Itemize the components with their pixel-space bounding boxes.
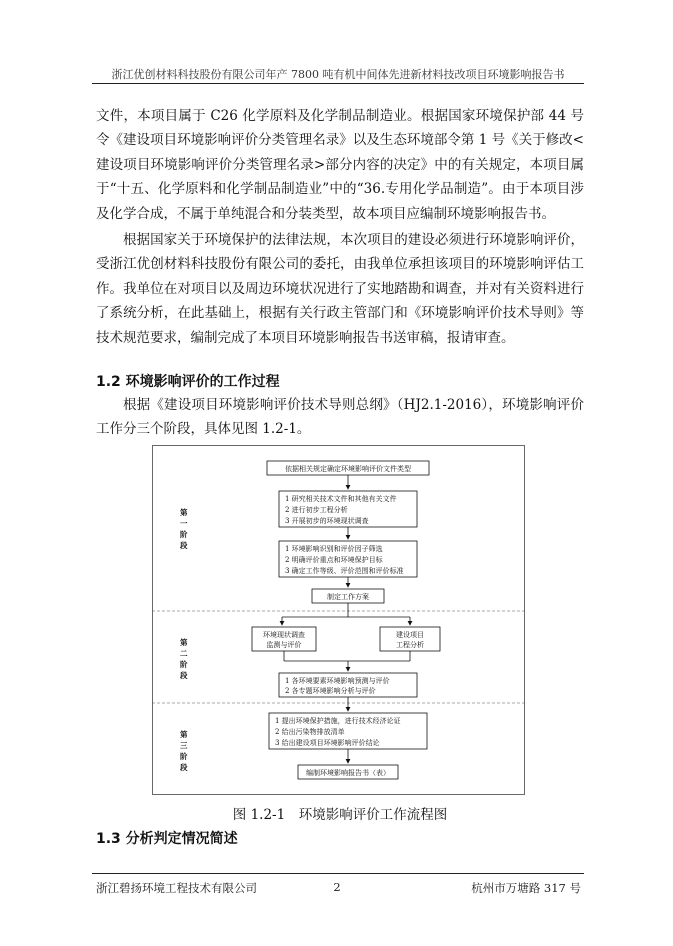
section-heading-1-2: 1.2 环境影响评价的工作过程 bbox=[96, 374, 280, 390]
flow-box-baseline-survey-line: 监测与评价 bbox=[266, 641, 302, 649]
paragraph-2: 根据国家关于环境保护的法律法规，本次项目的建设必须进行环境影响评价，受浙江优创材料科技股份有限公司的委托，由我单位承担该项目的环境影响评估工作。我单位在对项目以及周边环境状况进行了实地踏勘和调查，并对有关资料进行了系统分析，在此基础上，根据有关行政主管部门和《环境影响评价技术导则》等技术规范要求，编制完成了本项目环境影响报告书送审稿，报请审查。 bbox=[96, 232, 584, 346]
paragraph-1: 文件，本项目属于 C26 化学原料及化学制品制造业。根据国家环境保护部 44 号令《建设项目环境影响评价分类管理名录》以及生态环境部令第 1 号《关于修改<建设项目环境影响评价分类管理名录>部分内容的决定》中的有关规定，本项目属于“十五、化学原料和化学制品制造业”中的“36.专用化学品制造”。由于本项目涉及化学合成，不属于单纯混合和分装类型，故本项目应编制环境影响报告书。 bbox=[96, 108, 584, 222]
page-number: 2 bbox=[333, 880, 341, 894]
flow-box-identify-line: 3 确定工作等级、评价范围和评价标准 bbox=[285, 567, 404, 575]
paragraph-3: 根据《建设项目环境影响评价技术导则总纲》（HJ2.1-2016），环境影响评价工作分三个阶段，具体见图 1.2-1。 bbox=[96, 397, 584, 438]
footer-company: 浙江碧扬环境工程技术有限公司 bbox=[96, 881, 257, 895]
flow-box-measures-line: 2 给出污染物排放清单 bbox=[275, 728, 345, 736]
flow-box-project-analysis-line: 建设项目 bbox=[396, 631, 424, 639]
flow-box-baseline-survey-line: 环境现状调查 bbox=[263, 631, 305, 639]
flow-box-research-line: 2 进行初步工程分析 bbox=[285, 506, 348, 514]
flow-box-identify-line: 1 环境影响识别和评价因子筛选 bbox=[285, 545, 383, 553]
flow-box-prediction-line: 1 各环境要素环境影响预测与评价 bbox=[285, 677, 390, 685]
flow-box-plan-text: 制定工作方案 bbox=[327, 593, 369, 601]
workflow-diagram bbox=[152, 445, 525, 795]
section-heading-1-3: 1.3 分析判定情况简述 bbox=[96, 831, 238, 847]
running-header: 浙江优创材料科技股份有限公司年产 7800 吨有机中间体先进新材料技改项目环境影响报告书 bbox=[111, 68, 565, 81]
flow-box-prediction-line: 2 各专题环境影响分析与评价 bbox=[285, 687, 376, 695]
flow-box-measures-line: 1 提出环境保护措施，进行技术经济论证 bbox=[275, 717, 401, 725]
flow-box-doc-type-text: 依据相关规定确定环境影响评价文件类型 bbox=[285, 465, 411, 473]
stage-2-label: 第二阶段 bbox=[180, 638, 188, 680]
footer-address: 杭州市万塘路 317 号 bbox=[471, 881, 581, 895]
flow-box-research-line: 1 研究相关技术文件和其他有关文件 bbox=[285, 495, 397, 503]
flow-box-project-analysis-line: 工程分析 bbox=[396, 641, 424, 649]
footer-rule bbox=[92, 873, 584, 874]
stage-3-label: 第三阶段 bbox=[180, 730, 188, 772]
flow-box-measures-line: 3 给出建设项目环境影响评价结论 bbox=[275, 739, 380, 747]
flow-box-report-text: 编制环境影响报告书（表） bbox=[306, 769, 390, 777]
stage-1-label: 第一阶段 bbox=[180, 508, 188, 550]
flow-box-identify-line: 2 明确评价重点和环境保护目标 bbox=[285, 556, 383, 564]
figure-caption: 图 1.2-1 环境影响评价工作流程图 bbox=[232, 807, 448, 823]
header-rule bbox=[92, 83, 584, 84]
flow-box-research-line: 3 开展初步的环境现状调查 bbox=[285, 517, 369, 525]
